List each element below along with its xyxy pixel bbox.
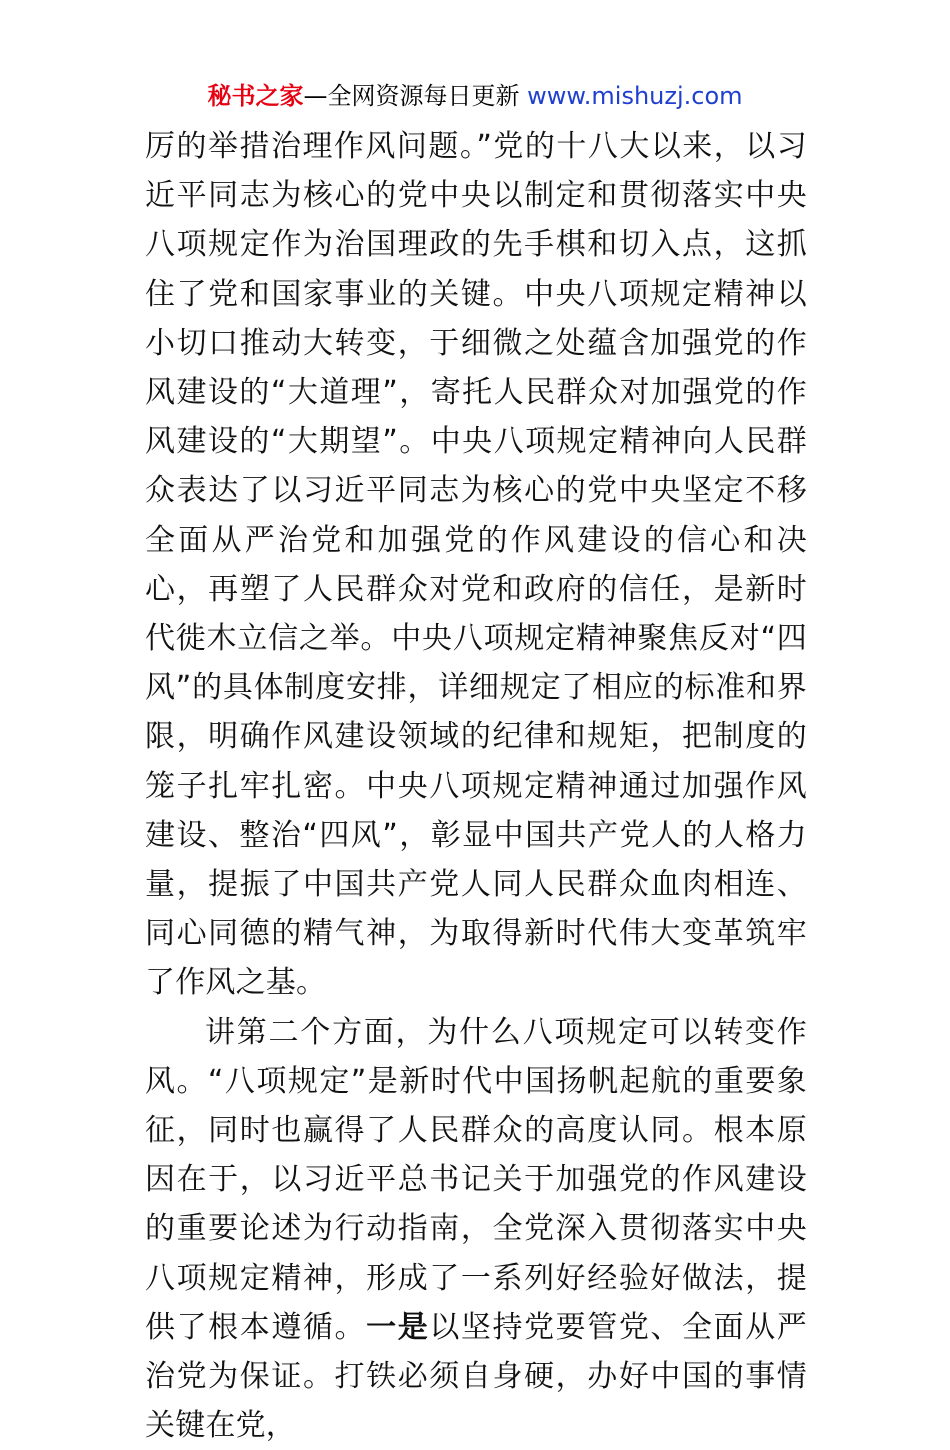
header-tagline: —全网资源每日更新 [303, 82, 520, 110]
emphasis-point-one: 一是 [366, 1309, 430, 1345]
paragraph-1: 厉的举措治理作风问题。”党的十八大以来，以习近平同志为核心的党中央以制定和贯彻落实中央八项规定作为治国理政的先手棋和切入点，这抓住了党和国家事业的关键。中央八项规定精神以小切口推动大转变，于细微之处蕴含加强党的作风建设的“大道理”，寄托人民群众对加强党的作风建设的“大期望”。中央八项规定精神向人民群众表达了以习近平同志为核心的党中央坚定不移全面从严治党和加强党的作风建设的信心和决心，再塑了人民群众对党和政府的信任，是新时代徙木立信之举。中央八项规定精神聚焦反对“四风”的具体制度安排，详细规定了相应的标准和界限，明确作风建设领域的纪律和规矩，把制度的笼子扎牢扎密。中央八项规定精神通过加强作风建设、整治“四风”，彰显中国共产党人的人格力量，提振了中国共产党人同人民群众血肉相连、同心同德的精气神，为取得新时代伟大变革筑牢了作风之基。 [145, 129, 807, 1001]
document-body [145, 122, 807, 1450]
paragraph-2 [145, 1008, 807, 1450]
paragraph-2-tail: 以坚持党要管党、全面从严治党为保证。打铁必须自身硬，办好中国的事情关键在党， [145, 1309, 807, 1444]
page-header [0, 80, 950, 112]
paragraph-2-lead: 讲第二个方面，为什么八项规定可以转变作风。“八项规定”是新时代中国扬帆起航的重要象征，同时也赢得了人民群众的高度认同。根本原因在于，以习近平总书记关于加强党的作风建设的重要论述为行动指南，全党深入贯彻落实中央八项规定精神，形成了一系列好经验好做法，提供了根本遵循。 [145, 1014, 807, 1345]
site-url-link[interactable]: www.mishuzj.com [527, 82, 743, 110]
brand-name: 秘书之家 [207, 82, 304, 110]
